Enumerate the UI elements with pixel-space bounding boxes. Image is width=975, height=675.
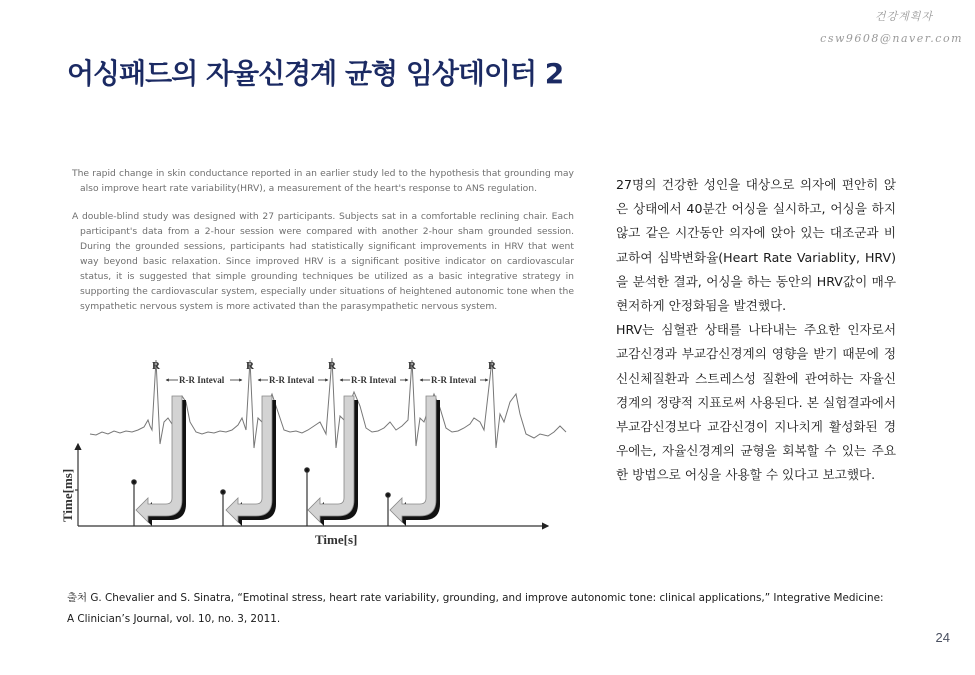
korean-summary [616, 173, 896, 488]
rr-interval-label: R-R Inteval [269, 375, 315, 385]
summary-paragraph-2: HRV는 심혈관 상태를 나타내는 주요한 인자로서 교감신경과 부교감신경계의 영향을 받기 때문에 정신신체질환과 스트레스성 질환에 관여하는 자율신경계의 정량적 지표로써 사용된다. 본 실험결과에서 부교감신경보다 교감신경이 지나치게 활성화된 경우에는, 자율신경계의 균형을 회복할 수 있는 주요한 방법으로 어싱을 사용할 수 있다고 보고했다. [616, 322, 896, 483]
page-number: 24 [935, 630, 950, 645]
ecg-diagram [60, 352, 573, 547]
slide-title: 어싱패드의 자율신경계 균형 임상데이터 2 [67, 57, 564, 90]
j-arrow-icon [308, 396, 358, 526]
abstract-text-block [72, 166, 574, 327]
r-label: R [408, 360, 416, 372]
abstract-paragraph-2: A double-blind study was designed with 27 participants. Subjects sat in a comfortable reclining chair. Each participant's data from a 2-hour session were compared with another 2-hour sham grounded session. During the grounded sessions, participants had statistically significant improvements in HRV that went way beyond basic relaxation. Since improved HRV is a significant positive indicator on cardiovascular status, it is suggested that simple grounding techniques be utilized as a basic integrative strategy in supporting the cardiovascular system, especially under situations of heightened autonomic tone when the sympathetic nervous system is more activated than the parasympathetic nervous system. [72, 211, 574, 312]
watermark-name: 건강계획자 [874, 10, 933, 23]
projection-arrows [136, 396, 440, 526]
ecg-rr-interval-figure [60, 352, 573, 547]
watermark-email: csw9608@naver.com [820, 32, 963, 45]
r-label: R [152, 360, 160, 372]
summary-paragraph-1: 27명의 건강한 성인을 대상으로 의자에 편안히 앉은 상태에서 40분간 어싱을 실시하고, 어싱을 하지 않고 같은 시간동안 의자에 앉아 있는 대조군과 비교하여 심박변화율(Heart Rate Variablity, HRV)을 분석한 결과, 어싱을 하는 동안의 HRV값이 매우 현저하게 안정화됨을 발견했다. [616, 177, 896, 314]
rr-interval-label: R-R Inteval [351, 375, 397, 385]
r-label: R [328, 360, 336, 372]
x-axis-label: Time[s] [315, 532, 358, 547]
y-axis-label: Time[ms] [60, 468, 75, 522]
source-citation: 출처 G. Chevalier and S. Sinatra, “Emotinal stress, heart rate variability, grounding, and improve autonomic tone: clinical applications,” Integrative Medicine: A Clinician’s Journal, vol. 10, no. 3, 2011. [67, 592, 884, 625]
j-arrow-icon [136, 396, 186, 526]
r-label: R [488, 360, 496, 372]
abstract-paragraph-1: The rapid change in skin conductance reported in an earlier study led to the hypothesis that grounding may also improve heart rate variability(HRV), a measurement of the heart's response to ANS regulation. [72, 168, 574, 194]
j-arrow-icon [226, 396, 276, 526]
watermark [820, 8, 963, 45]
rr-interval-label: R-R Inteval [431, 375, 477, 385]
r-peak-labels [152, 360, 497, 372]
r-label: R [246, 360, 254, 372]
rr-interval-labels [166, 375, 488, 385]
rr-interval-label: R-R Inteval [179, 375, 225, 385]
